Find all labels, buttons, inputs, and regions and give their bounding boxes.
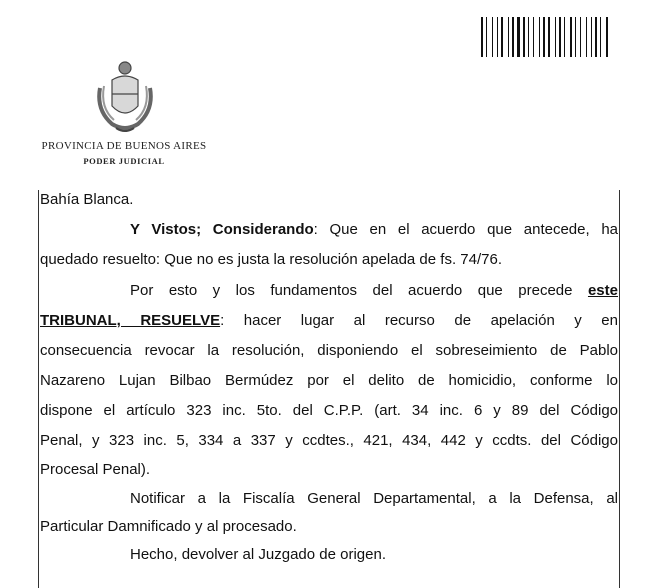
organization-subtitle: PODER JUDICIAL: [83, 156, 165, 166]
heading-vistos: Y Vistos; Considerando: [130, 221, 314, 238]
text-line-4: [40, 281, 618, 301]
text-line-8: dispone el artículo 323 inc. 5to. del C.P.P. (art. 34 inc. 6 y 89 del Código: [40, 402, 618, 419]
right-margin-rule: [619, 190, 620, 588]
organization-name: PROVINCIA DE BUENOS AIRES: [41, 140, 207, 152]
emphasis-tribunal-resuelve: TRIBUNAL, RESUELVE: [40, 312, 221, 329]
text-line-13: Hecho, devolver al Juzgado de origen.: [130, 546, 386, 563]
barcode-icon: [481, 17, 631, 57]
text-line-9: Penal, y 323 inc. 5, 334 a 337 y ccdtes., 421, 434, 442 y ccdts. del Código: [40, 432, 618, 449]
text-line-6: consecuencia revocar la resolución, disponiendo el sobreseimiento de Pablo: [40, 342, 618, 359]
text-line-3: quedado resuelto: Que no es justa la resolución apelada de fs. 74/76.: [40, 251, 502, 268]
text-line-1: Bahía Blanca.: [40, 191, 134, 208]
text-line-2: [40, 220, 618, 240]
text-line-5: [40, 311, 618, 331]
text-line-12: Particular Damnificado y al procesado.: [40, 518, 297, 535]
text-segment: : hacer lugar al recurso de apelación y en: [220, 312, 618, 329]
coat-of-arms-icon: [94, 58, 156, 136]
text-segment: Por esto y los fundamentos del acuerdo que precede: [130, 282, 588, 299]
text-line-7: Nazareno Lujan Bilbao Bermúdez por el delito de homicidio, conforme lo: [40, 372, 618, 389]
emphasis-este: este: [587, 282, 618, 299]
text-line-10: Procesal Penal).: [40, 461, 151, 478]
text-line-11: Notificar a la Fiscalía General Departamental, a la Defensa, al: [130, 490, 618, 507]
text-segment: : Que en el acuerdo que antecede, ha: [313, 221, 619, 238]
left-margin-rule: [38, 190, 39, 588]
